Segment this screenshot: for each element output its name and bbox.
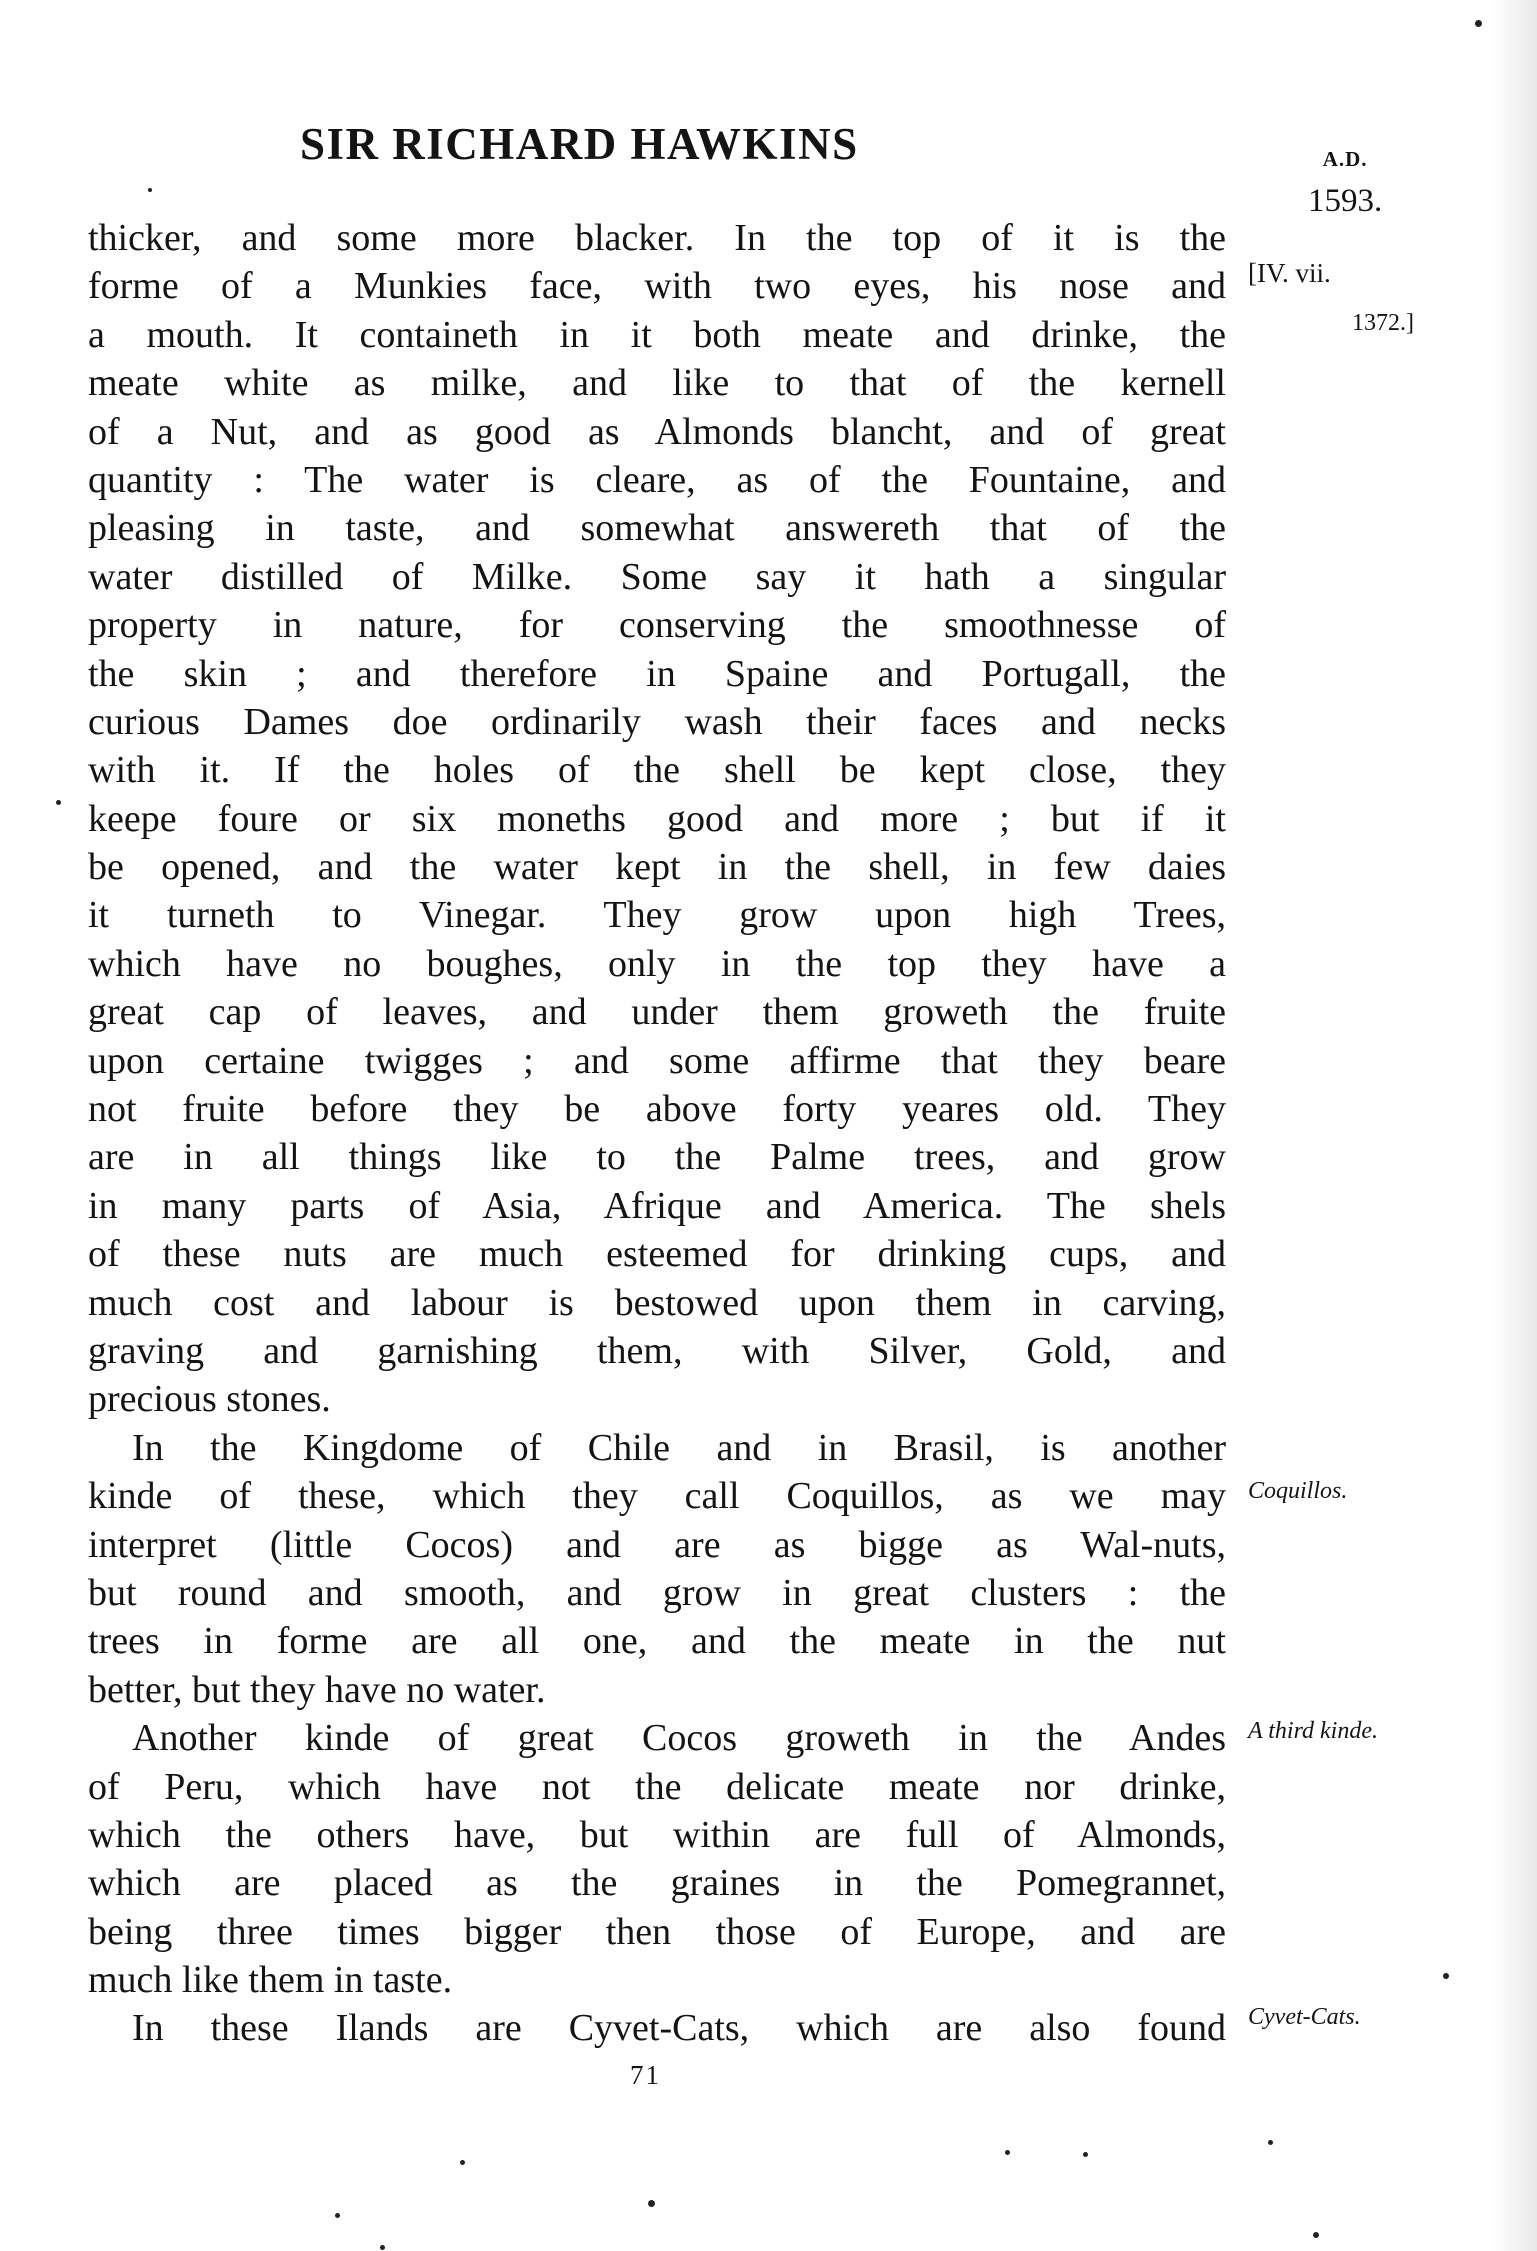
text-line: which the others have, but within are full of Almonds, — [88, 1813, 1226, 1856]
text-line: great cap of leaves, and under them groweth the fruite — [88, 991, 1226, 1034]
text-line: not fruite before they be above forty yeares old. They — [88, 1088, 1226, 1131]
page-reference: 1372.] — [1352, 310, 1414, 336]
sidenote-coquillos: Coquillos. — [1248, 1478, 1348, 1504]
scan-speck — [460, 2160, 465, 2165]
text-line: property in nature, for conserving the smoothnesse of — [88, 604, 1226, 647]
text-line: it turneth to Vinegar. They grow upon high Trees, — [88, 894, 1226, 937]
text-line: curious Dames doe ordinarily wash their faces and necks — [88, 700, 1226, 743]
text-line: better, but they have no water. — [88, 1668, 546, 1711]
scan-speck — [56, 800, 61, 805]
page-number: 71 — [630, 2060, 661, 2090]
text-line: upon certaine twigges ; and some affirme that they beare — [88, 1039, 1226, 1082]
scan-speck — [1443, 1973, 1449, 1979]
scan-speck — [1268, 2140, 1273, 2145]
scan-speck — [335, 2213, 340, 2218]
text-line: In the Kingdome of Chile and in Brasil, is another — [132, 1426, 1226, 1469]
text-line: a mouth. It containeth in it both meate and drinke, the — [88, 313, 1226, 356]
text-line: water distilled of Milke. Some say it hath a singular — [88, 555, 1226, 598]
text-line: In these Ilands are Cyvet-Cats, which are also found — [132, 2007, 1226, 2050]
text-line: keepe foure or six moneths good and more ; but if it — [88, 797, 1226, 840]
scan-speck — [1083, 2152, 1088, 2157]
scan-speck — [648, 2200, 655, 2207]
text-line: meate white as milke, and like to that of the kernell — [88, 362, 1226, 405]
text-line: of Peru, which have not the delicate meate nor drinke, — [88, 1765, 1226, 1808]
scan-speck — [148, 188, 152, 192]
text-line: in many parts of Asia, Afrique and America. The shels — [88, 1184, 1226, 1227]
text-line: pleasing in taste, and somewhat answereth that of the — [88, 507, 1226, 550]
text-line: being three times bigger then those of Europe, and are — [88, 1910, 1226, 1953]
body-text — [88, 214, 1226, 2053]
scan-speck — [380, 2245, 385, 2250]
scan-speck — [1475, 20, 1482, 27]
text-line: graving and garnishing them, with Silver, Gold, and — [88, 1329, 1226, 1372]
sidenote-third-kinde: A third kinde. — [1248, 1718, 1378, 1744]
text-line: much like them in taste. — [88, 1959, 453, 2002]
running-head-title: SIR RICHARD HAWKINS — [300, 119, 859, 169]
text-line: precious stones. — [88, 1378, 331, 1421]
text-line: with it. If the holes of the shell be kept close, they — [88, 749, 1226, 792]
text-line: the skin ; and therefore in Spaine and Portugall, the — [88, 652, 1226, 695]
year-margin — [1308, 138, 1382, 222]
scan-speck — [1313, 2232, 1319, 2238]
text-line: interpret (little Cocos) and are as bigge as Wal-nuts, — [88, 1523, 1226, 1566]
text-line: be opened, and the water kept in the shell, in few daies — [88, 846, 1226, 889]
text-line: but round and smooth, and grow in great clusters : the — [88, 1571, 1226, 1614]
scan-edge-shadow — [1491, 0, 1537, 2251]
text-line: forme of a Munkies face, with two eyes, his nose and — [88, 265, 1226, 308]
text-line: much cost and labour is bestowed upon them in carving, — [88, 1281, 1226, 1324]
text-line: kinde of these, which they call Coquillos, as we may — [88, 1475, 1226, 1518]
text-line: Another kinde of great Cocos groweth in the Andes — [132, 1717, 1226, 1760]
text-line: which have no boughes, only in the top they have a — [88, 942, 1226, 985]
year-label: 1593. — [1308, 183, 1383, 219]
text-line: quantity : The water is cleare, as of the Fountaine, and — [88, 458, 1226, 501]
text-line: which are placed as the graines in the Pomegrannet, — [88, 1862, 1226, 1905]
text-line: of these nuts are much esteemed for drinking cups, and — [88, 1233, 1226, 1276]
text-line: of a Nut, and as good as Almonds blancht, and of great — [88, 410, 1226, 453]
era-label: A.D. — [1322, 147, 1368, 171]
scan-speck — [1005, 2150, 1010, 2155]
text-line: are in all things like to the Palme trees, and grow — [88, 1136, 1226, 1179]
volume-reference: [IV. vii. — [1248, 258, 1331, 288]
sidenote-cyvet-cats: Cyvet-Cats. — [1248, 2004, 1361, 2030]
text-line: trees in forme are all one, and the meate in the nut — [88, 1620, 1226, 1663]
text-line: thicker, and some more blacker. In the top of it is the — [88, 217, 1226, 259]
